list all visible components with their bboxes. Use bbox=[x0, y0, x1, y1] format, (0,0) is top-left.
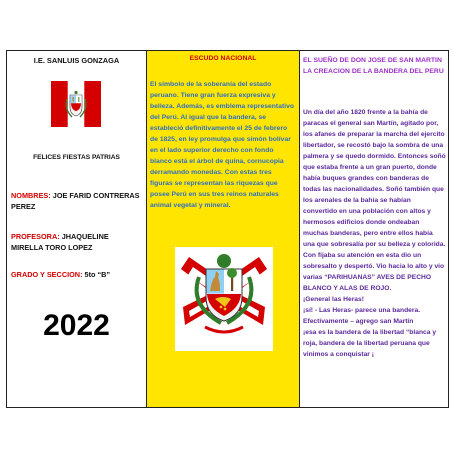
coat-heading: ESCUDO NACIONAL bbox=[189, 55, 257, 62]
story-paragraph: ¡General las Heras! bbox=[303, 296, 364, 303]
story-paragraph: ¡sí! - Las Heras- parece una bandera. bbox=[303, 307, 421, 314]
greeting-text: FELICES FIESTAS PATRIAS bbox=[33, 154, 120, 161]
story-heading: EL SUEÑO DE DON JOSE DE SAN MARTIN LA CREACION DE LA BANDERA DEL PERU bbox=[303, 57, 444, 75]
names-label: NOMBRES: bbox=[11, 191, 51, 200]
coat-description: El símbolo de la soberanía del estado peruano. Tiene gran fuerza expresiva y belleza. Además, es emblema representativo del Perú. Al igual que la bandera, se estableció definitivamente el 25 de febrero de 1825, en ley promulga que simón bolívar en el lado superior derecho con fondo blanco está el árbol de quina, cornucopia derramando monedas. Con estas tres figuras se representan las riquezas que posee Perú en sus tres reinos naturales animal vegetal y mineral. bbox=[150, 81, 295, 209]
student-name-field bbox=[11, 190, 142, 212]
story-paragraph: Efectivamente – agrego san Martín bbox=[303, 318, 414, 325]
names-value: JOE FARID CONTRERAS PEREZ bbox=[11, 191, 140, 211]
grade-value: 5to “B” bbox=[84, 270, 111, 279]
cover-column bbox=[7, 51, 147, 407]
teacher-value: JHAQUELINE MIRELLA TORO LOPEZ bbox=[11, 232, 109, 252]
grade-field bbox=[11, 269, 142, 280]
teacher-label: PROFESORA: bbox=[11, 232, 60, 241]
year-text: 2022 bbox=[43, 309, 110, 342]
peru-coat-of-arms-image bbox=[175, 247, 273, 351]
leaflet-document bbox=[6, 50, 449, 408]
school-name: I.E. SANLUIS GONZAGA bbox=[33, 56, 120, 65]
grade-label: GRADO Y SECCION: bbox=[11, 270, 83, 279]
coat-of-arms-column bbox=[147, 51, 300, 407]
peru-flag-image bbox=[51, 81, 101, 127]
story-body bbox=[303, 107, 446, 360]
story-paragraph: Un día del año 1820 frente a la bahía de paracas el general san Martín, agitado por, los afanes de preparar la marcha del ejercito libertador, se recostó bajo la sombra de una palmera y se quedo dormido. Entonces soñó que estaba frente a un gran puerto, donde había buques grandes con banderas de todas las nacionalidades. Soñó también que los arenales de la bahía se habían convertido en una población con altos y hermosos edificios donde ondeaban muchas banderas, pero entre ellos había una que sobresalía por su belleza y colorida. Con fijaba su atención en esta dio un sobresalto y despertó. Vio hacia lo alto y vio varias “PARIHUANAS” AVES DE PECHO BLANCO Y ALAS DE ROJO. bbox=[303, 109, 446, 292]
teacher-field bbox=[11, 231, 142, 253]
story-paragraph: ¡esa es la bandera de la libertad “blanca y roja, bandera de la libertad peruana que vinimos a conquistar ¡ bbox=[303, 329, 437, 358]
flag-story-column bbox=[300, 51, 448, 407]
